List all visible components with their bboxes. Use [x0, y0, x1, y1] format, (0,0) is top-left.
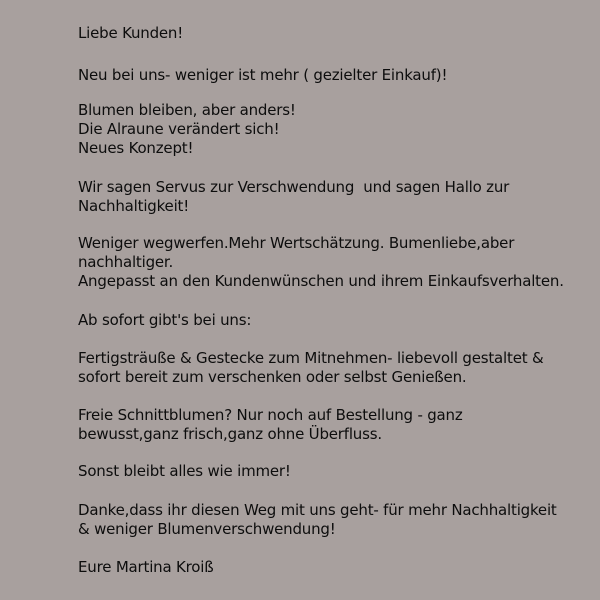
values-line-2: nachhaltiger.: [78, 253, 174, 271]
change-line-3: Neues Konzept!: [78, 139, 194, 157]
bouquets-line-2: sofort bereit zum verschenken oder selbst Genießen.: [78, 368, 467, 386]
motto-line-2: Nachhaltigkeit!: [78, 197, 190, 215]
motto-line-1: Wir sagen Servus zur Verschwendung und sagen Hallo zur: [78, 178, 510, 196]
bouquets-line-1: Fertigsträuße & Gestecke zum Mitnehmen- liebevoll gestaltet &: [78, 349, 544, 367]
values-line-1: Weniger wegwerfen.Mehr Wertschätzung. Bumenliebe,aber: [78, 234, 515, 252]
thanks-line-2: & weniger Blumenverschwendung!: [78, 520, 336, 538]
greeting: Liebe Kunden!: [78, 24, 184, 42]
unchanged-line: Sonst bleibt alles wie immer!: [78, 462, 291, 480]
thanks-line-1: Danke,dass ihr diesen Weg mit uns geht- für mehr Nachhaltigkeit: [78, 501, 557, 519]
cut-flowers-line-2: bewusst,ganz frisch,ganz ohne Überfluss.: [78, 425, 382, 443]
offer-intro: Ab sofort gibt's bei uns:: [78, 311, 252, 329]
change-line-2: Die Alraune verändert sich!: [78, 120, 280, 138]
signature: Eure Martina Kroiß: [78, 558, 214, 576]
values-line-3: Angepasst an den Kundenwünschen und ihrem Einkaufsverhalten.: [78, 272, 564, 290]
change-line-1: Blumen bleiben, aber anders!: [78, 101, 296, 119]
cut-flowers-line-1: Freie Schnittblumen? Nur noch auf Bestellung - ganz: [78, 406, 463, 424]
intro-line: Neu bei uns- weniger ist mehr ( gezielter Einkauf)!: [78, 66, 448, 84]
